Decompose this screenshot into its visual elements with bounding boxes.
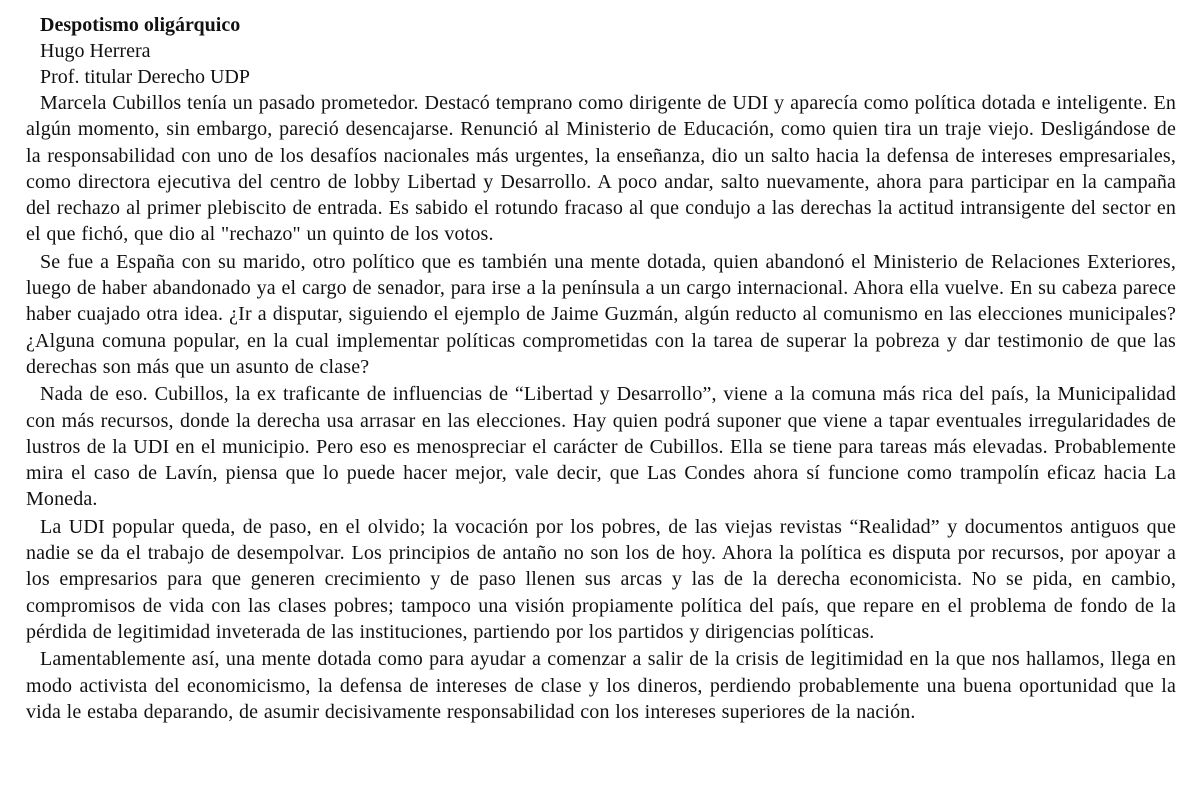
paragraph-5: Lamentablemente así, una mente dotada como para ayudar a comenzar a salir de la crisis de legitimidad en la que nos hallamos, llega en modo activista del economicismo, la defensa de intereses de clase y los dineros, perdiendo probablemente una buena oportunidad que la vida le estaba deparando, de asumir decisivamente responsabilidad con los intereses superiores de la nación.	[26, 648, 1176, 723]
article-body	[26, 90, 1176, 725]
article-author: Hugo Herrera	[40, 40, 151, 62]
article-title: Despotismo oligárquico	[40, 14, 241, 36]
paragraph-1: Marcela Cubillos tenía un pasado prometedor. Destacó temprano como dirigente de UDI y aparecía como política dotada e inteligente. En algún momento, sin embargo, pareció desencajarse. Renunció al Ministerio de Educación, como quien tira un traje viejo. Desligándose de la responsabilidad con uno de los desafíos nacionales más urgentes, la enseñanza, dio un salto hacia la defensa de intereses empresariales, como directora ejecutiva del centro de lobby Libertad y Desarrollo. A poco andar, salto nuevamente, ahora para participar en la campaña del rechazo al primer plebiscito de entrada. Es sabido el rotundo fracaso al que condujo a las derechas la actitud intransigente del sector en el que fichó, que dio al "rechazo" un quinto de los votos.	[26, 92, 1176, 246]
paragraph-4: La UDI popular queda, de paso, en el olvido; la vocación por los pobres, de las viejas revistas “Realidad” y documentos antiguos que nadie se da el trabajo de desempolvar. Los principios de antaño no son los de hoy. Ahora la política es disputa por recursos, por apoyar a los empresarios para que generen crecimiento y de paso llenen sus arcas y las de la derecha economicista. No se pida, en cambio, compromisos de vida con las clases pobres; tampoco una visión propiamente política del país, que repare en el problema de fondo de la pérdida de legitimidad inveterada de las instituciones, partiendo por los partidos y dirigencias políticas.	[26, 515, 1176, 643]
author-affiliation: Prof. titular Derecho UDP	[40, 66, 250, 88]
paragraph-3: Nada de eso. Cubillos, la ex traficante de influencias de “Libertad y Desarrollo”, viene a la comuna más rica del país, la Municipalidad con más recursos, donde la derecha usa arrasar en las elecciones. Hay quien podrá suponer que viene a tapar eventuales irregularidades de lustros de la UDI en el municipio. Pero eso es menospreciar el carácter de Cubillos. Ella se tiene para tareas más elevadas. Probablemente mira el caso de Lavín, piensa que lo puede hacer mejor, vale decir, que Las Condes ahora sí funcione como trampolín eficaz hacia La Moneda.	[26, 383, 1176, 511]
paragraph-2: Se fue a España con su marido, otro político que es también una mente dotada, quien abandonó el Ministerio de Relaciones Exteriores, luego de haber abandonado ya el cargo de senador, para irse a la península a un cargo internacional. Ahora ella vuelve. En su cabeza parece haber cuajado otra idea. ¿Ir a disputar, siguiendo el ejemplo de Jaime Guzmán, algún reducto al comunismo en las elecciones municipales? ¿Alguna comuna popular, en la cual implementar políticas comprometidas con la tarea de superar la pobreza y dar testimonio de que las derechas son más que un asunto de clase?	[26, 250, 1176, 378]
